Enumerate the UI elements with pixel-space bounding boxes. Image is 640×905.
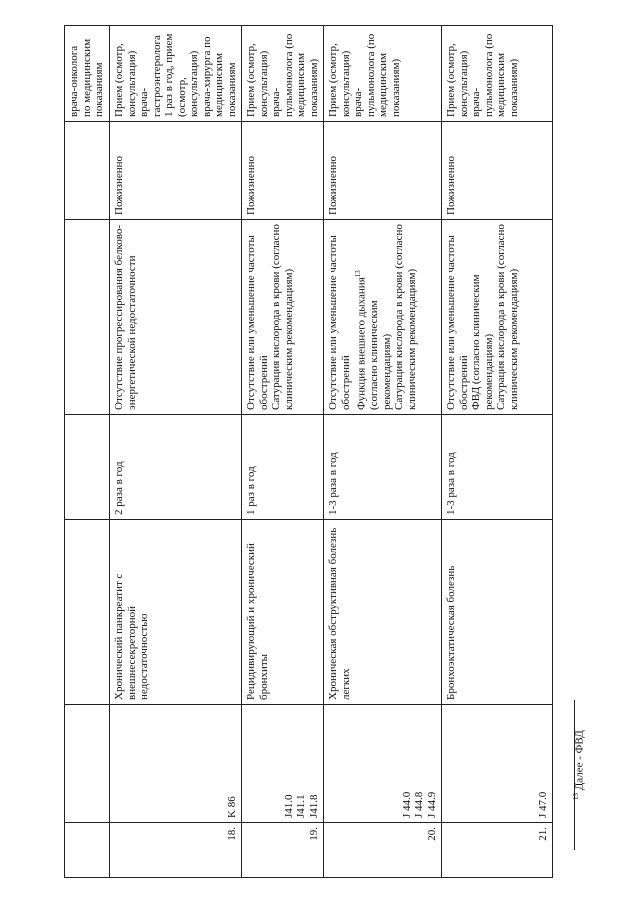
footnote-mark: 13	[572, 793, 580, 800]
cell-empty	[65, 520, 110, 705]
icd-code: J41.0 J41.1 J41.8	[242, 705, 324, 823]
table-row-continuation	[65, 26, 110, 878]
indicators: Отсутствие или уменьшение частоты обострений ФВД (согласно клиническим рекомендациям) Сатурация кислорода в крови (согласно клиническим рекомендациям)	[442, 220, 553, 415]
indicator-line: Отсутствие или уменьшение частоты обострений	[327, 235, 352, 410]
duration: Пожизненно	[442, 122, 553, 220]
duration: Пожизненно	[324, 122, 442, 220]
indicator-line: (согласно клиническим рекомендациям)	[368, 300, 393, 410]
table-row	[442, 26, 553, 878]
row-number: 19.	[242, 823, 324, 878]
icd-code: J 44.0 J 44.8 J 44.9	[324, 705, 442, 823]
table-row	[242, 26, 324, 878]
table-row	[110, 26, 242, 878]
cell-empty	[65, 823, 110, 878]
frequency: 1-3 раза в год	[324, 415, 442, 520]
row-number: 20.	[324, 823, 442, 878]
table-row	[324, 26, 442, 878]
measures: Прием (осмотр, консультация) врача-пульмонолога (по медицинским показаниям)	[242, 26, 324, 122]
footnote-text: Далее - ФВД	[573, 730, 586, 791]
disease-name: Рецидивирующий и хронический бронхиты	[242, 520, 324, 705]
measures: Прием (осмотр, консультация) врача-гастроэнтеролога 1 раз в год, прием (осмотр, консультация) врача-хирурга по медицинским показаниям	[110, 26, 242, 122]
indicator-line: Функция внешнего дыхания$^{13}$	[354, 270, 368, 410]
disease-name: Бронхоэктатическая болезнь	[442, 520, 553, 705]
row-number: 18.	[110, 823, 242, 878]
dispensary-observation-table	[64, 25, 553, 878]
indicator-line: Сатурация кислорода в крови (согласно клиническим рекомендациям)	[393, 224, 418, 410]
frequency: 2 раза в год	[110, 415, 242, 520]
cell-empty	[65, 415, 110, 520]
measures: Прием (осмотр, консультация) врача-пульмонолога (по медицинским показаниям)	[442, 26, 553, 122]
indicators: Отсутствие или уменьшение частоты обострений Сатурация кислорода в крови (согласно клиническим рекомендациям)	[242, 220, 324, 415]
footnote	[572, 700, 632, 800]
cell-empty	[65, 122, 110, 220]
disease-name: Хроническая обструктивная болезнь легких	[324, 520, 442, 705]
duration: Пожизненно	[110, 122, 242, 220]
indicators	[324, 220, 442, 415]
cell-empty	[65, 705, 110, 823]
icd-code: J 47.0	[442, 705, 553, 823]
frequency: 1-3 раза в год	[442, 415, 553, 520]
rotated-table-sheet	[64, 26, 549, 878]
indicators: Отсутствие прогрессирования белково-энергетической недостаточности	[110, 220, 242, 415]
icd-code: K 86	[110, 705, 242, 823]
cell-empty	[65, 220, 110, 415]
cell-measures-continuation: врача-онколога по медицинским показаниям	[65, 26, 110, 122]
row-number: 21.	[442, 823, 553, 878]
duration: Пожизненно	[242, 122, 324, 220]
frequency: 1 раз в год	[242, 415, 324, 520]
measures: Прием (осмотр, консультация) врача- пульмонолога (по медицинским показаниям)	[324, 26, 442, 122]
disease-name: Хронический панкреатит с внешнесекреторной недостаточностью	[110, 520, 242, 705]
footnote-mark: 13	[354, 270, 362, 278]
